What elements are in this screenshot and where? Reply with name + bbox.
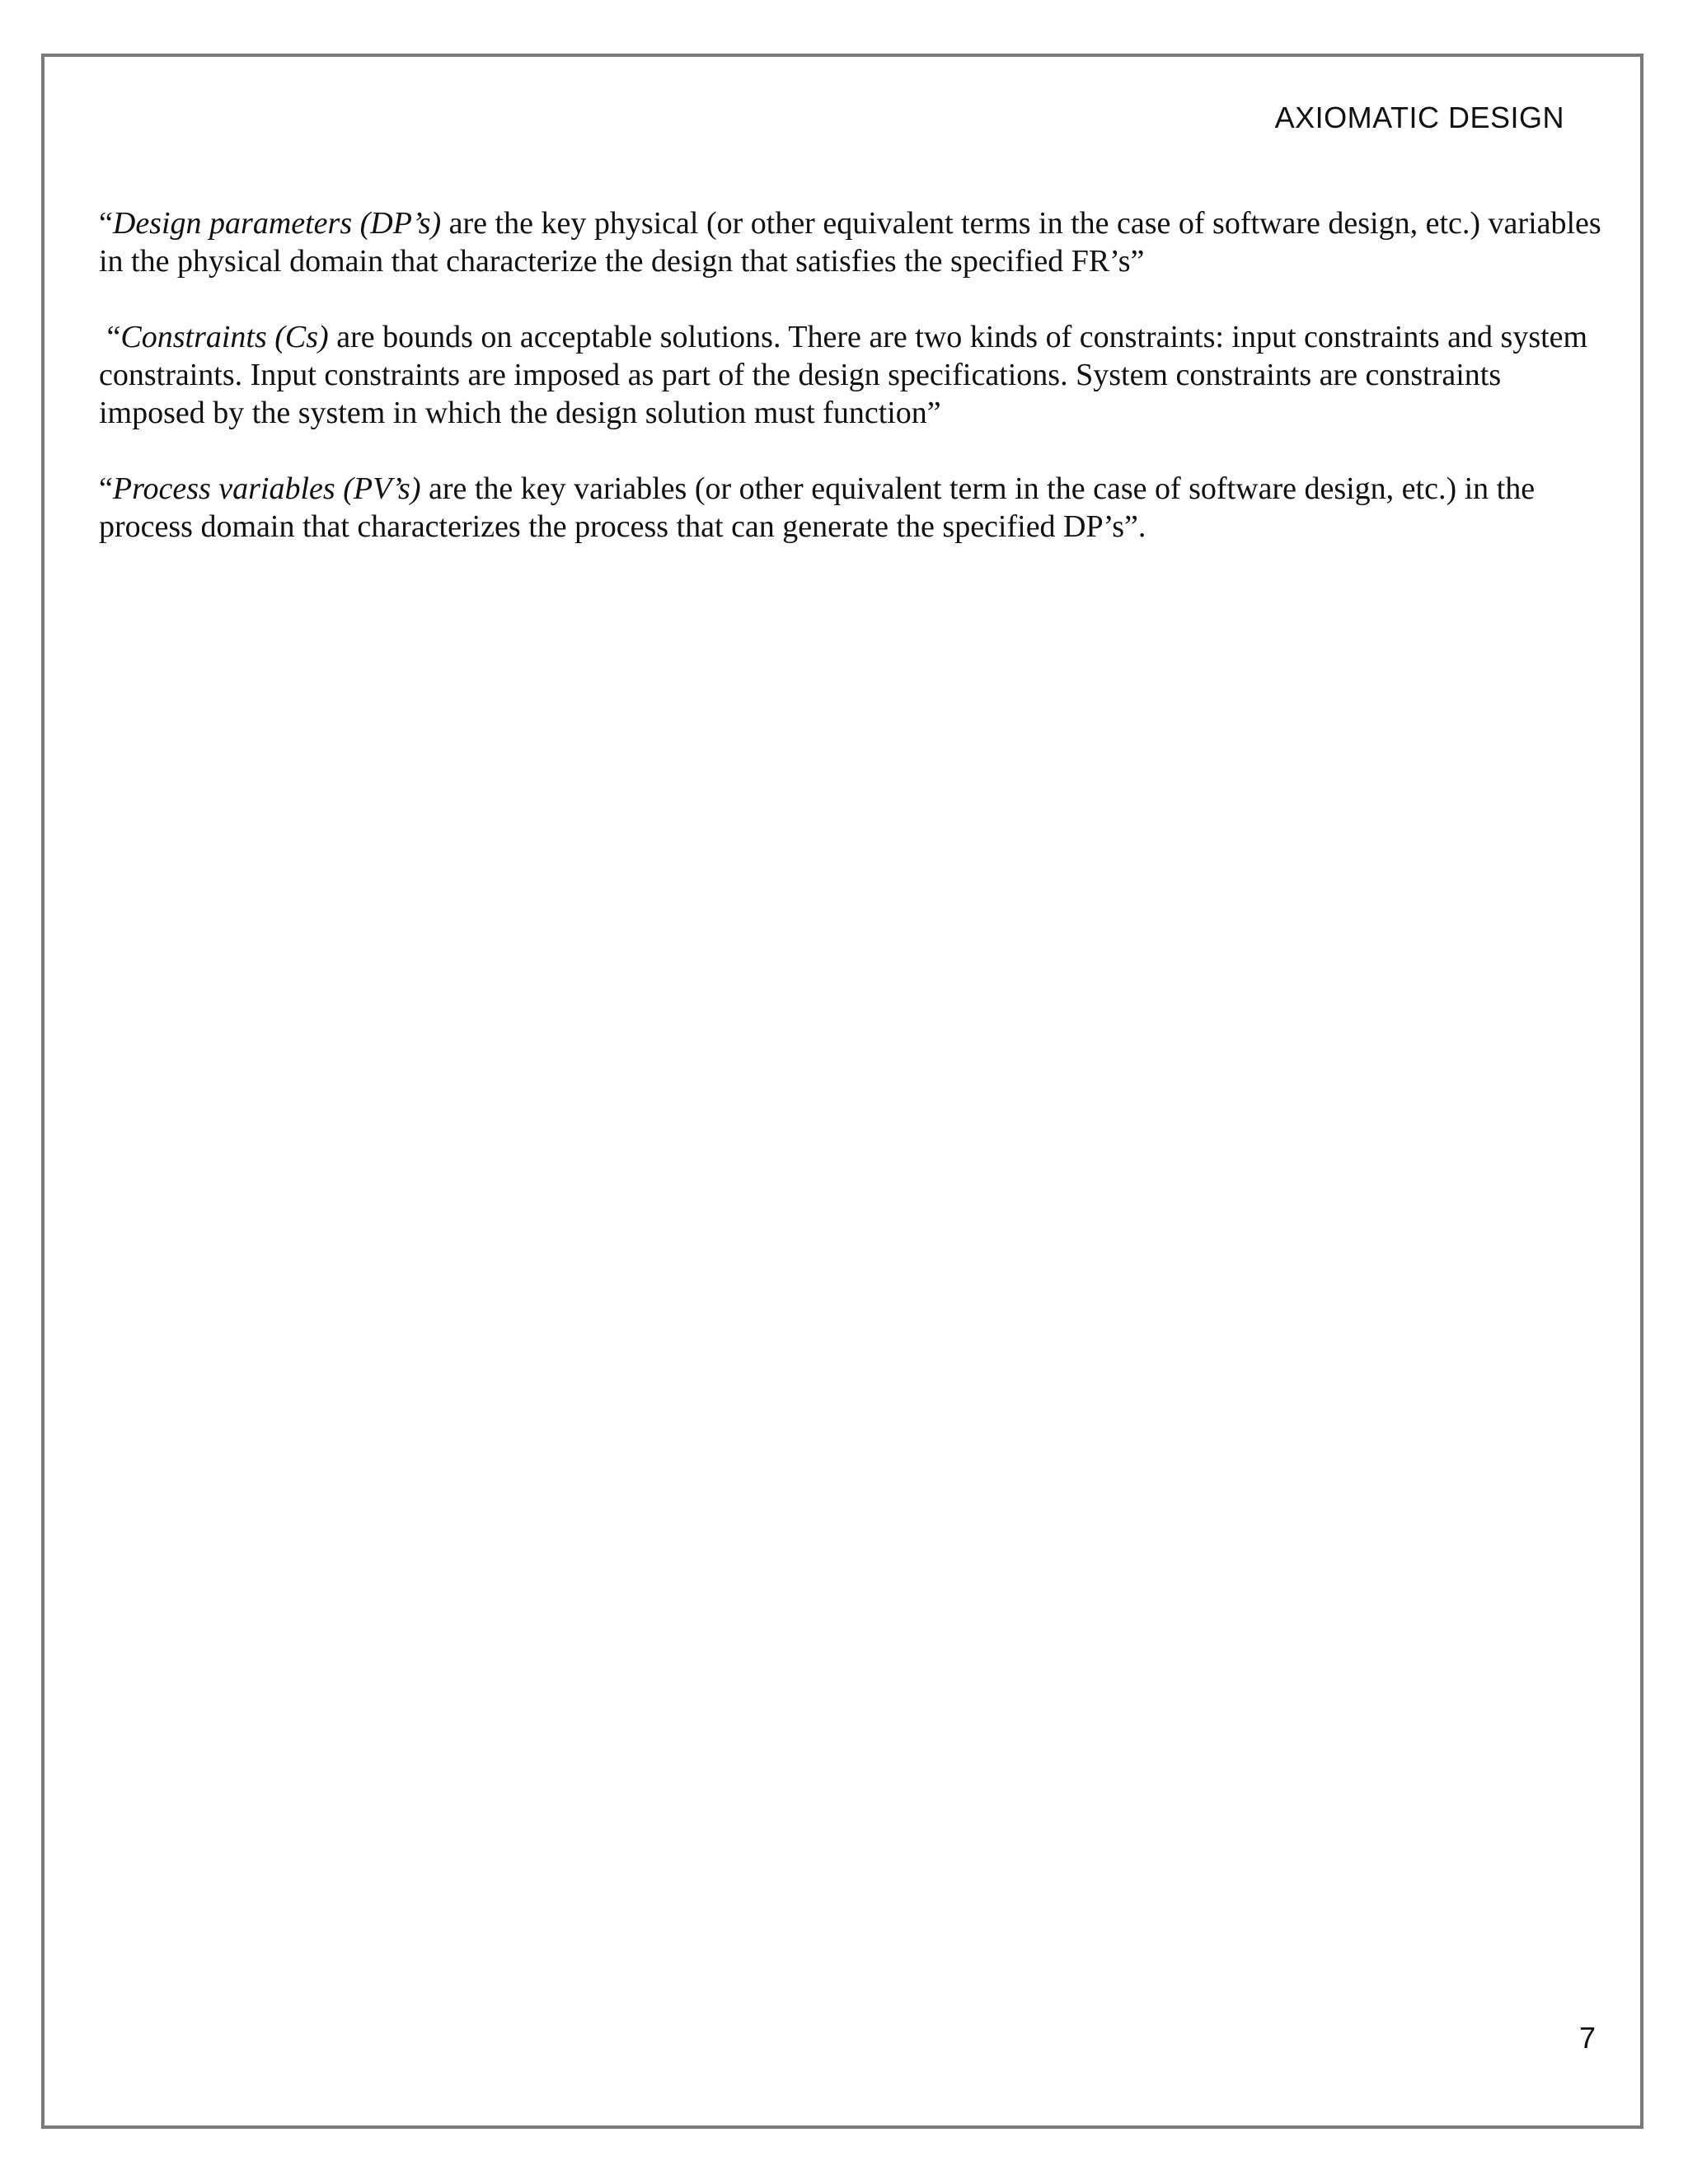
term-process-variables: Process variables (PV’s)	[112, 471, 421, 506]
body-text	[99, 204, 1607, 583]
definition-text: are the key physical (or other equivalent terms in the case of software design, etc.) variables in the physical domain that characterize the design that satisfies the specified FR’s”	[99, 206, 1601, 279]
term-design-parameters: Design parameters (DP’s)	[112, 206, 442, 241]
definition-text: are the key variables (or other equivalent term in the case of software design, etc.) in the process domain that characterizes the process that can generate the specified DP’s”.	[99, 471, 1536, 544]
open-quote: “	[99, 471, 113, 506]
definition-text: are bounds on acceptable solutions. There are two kinds of constraints: input constraints and system constraints. Input constraints are imposed as part of the design specifications. System constraints are constraints imposed by the system in which the design solution must function”	[99, 320, 1588, 430]
definition-constraints	[99, 318, 1607, 432]
running-header: AXIOMATIC DESIGN	[1274, 101, 1564, 134]
open-quote: “	[99, 320, 121, 354]
page-number: 7	[1578, 2021, 1596, 2055]
term-constraints: Constraints (Cs)	[120, 320, 329, 354]
definition-process-variables	[99, 470, 1607, 546]
definition-design-parameters	[99, 204, 1607, 280]
open-quote: “	[99, 206, 113, 241]
